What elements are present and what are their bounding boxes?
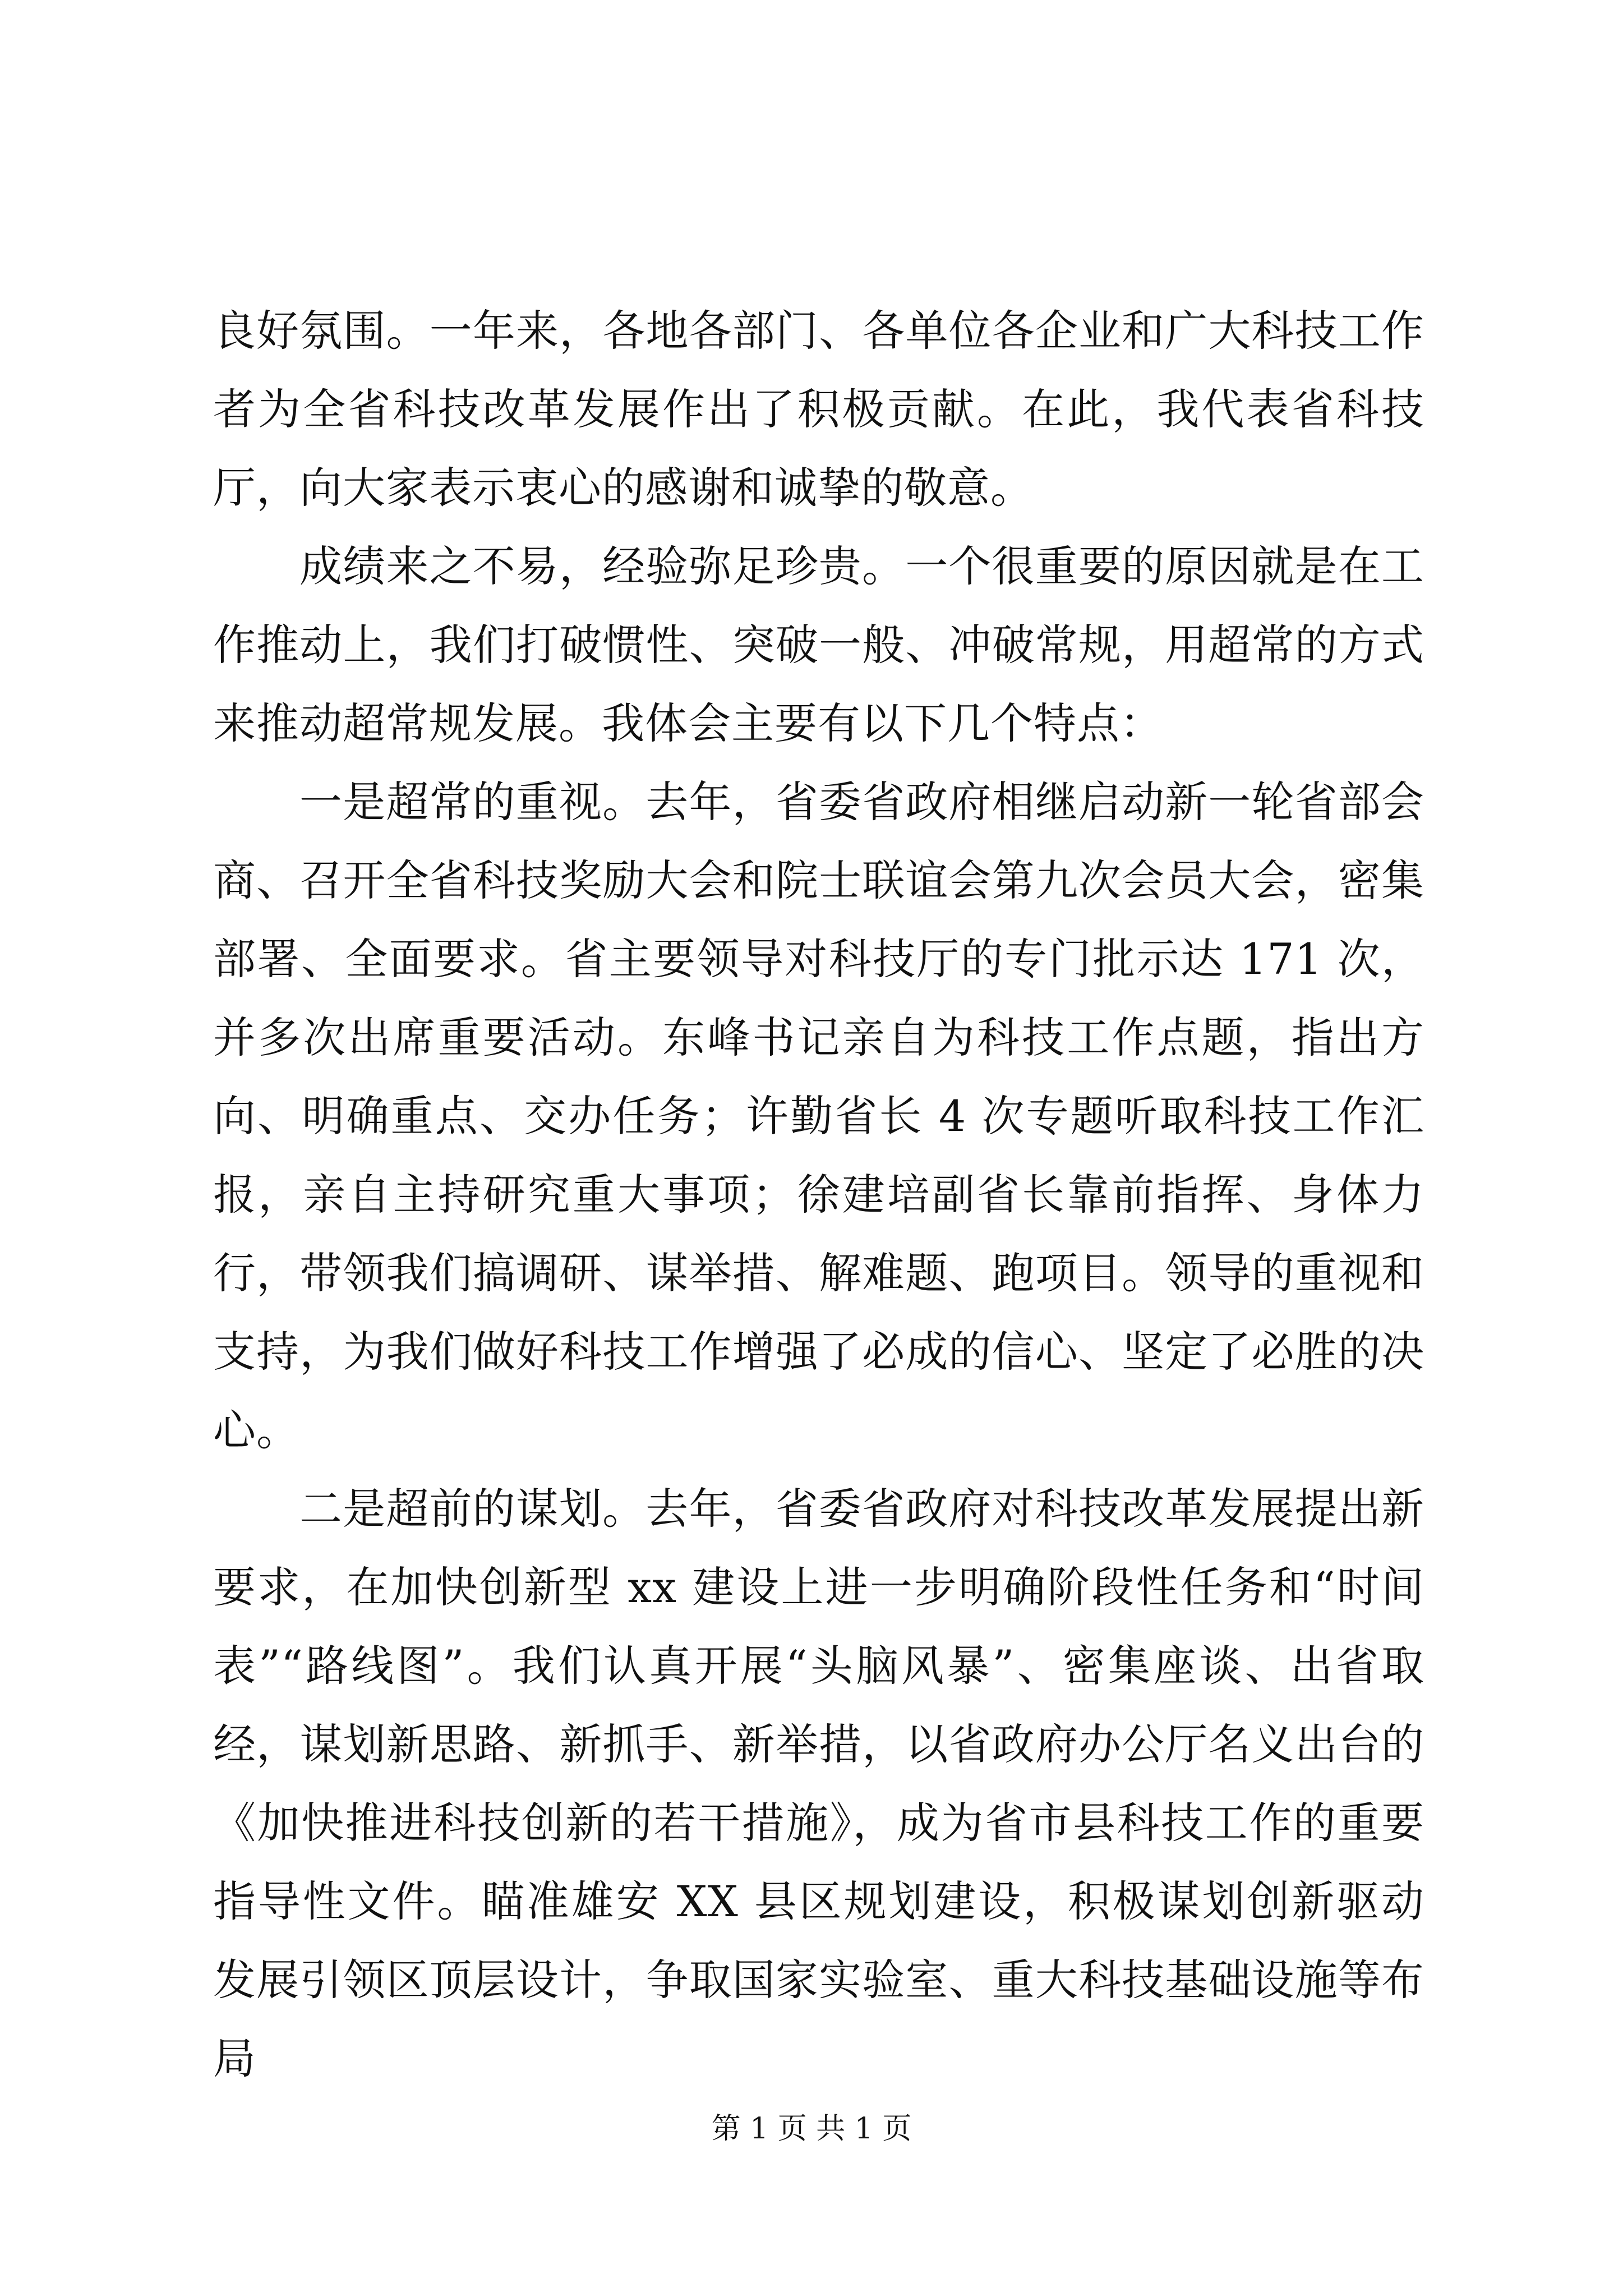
paragraph-1: 良好氛围。一年来，各地各部门、各单位各企业和广大科技工作者为全省科技改革发展作出了积极贡献。在此，我代表省科技厅，向大家表示衷心的感谢和诚挚的敬意。 (213, 306, 1424, 513)
page-footer: 第 1 页 共 1 页 (711, 2112, 912, 2146)
paragraph-2: 成绩来之不易，经验弥足珍贵。一个很重要的原因就是在工作推动上，我们打破惯性、突破一般、冲破常规，用超常的方式来推动超常规发展。我体会主要有以下几个特点： (213, 541, 1424, 748)
paragraph-4: 二是超前的谋划。去年，省委省政府对科技改革发展提出新要求，在加快创新型 xx 建设上进一步明确阶段性任务和“时间表”“路线图”。我们认真开展“头脑风暴”、密集座谈、出省取经，谋划新思路、新抓手、新举措，以省政府办公厅名义出台的《加快推进科技创新的若干措施》，成为省市县科技工作的重要指导性文件。瞄准雄安 XX 县区规划建设，积极谋划创新驱动发展引领区顶层设计，争取国家实验室、重大科技基础设施等布局 (213, 1484, 1424, 2083)
document-body (213, 292, 1424, 2098)
paragraph-3: 一是超常的重视。去年，省委省政府相继启动新一轮省部会商、召开全省科技奖励大会和院士联谊会第九次会员大会，密集部署、全面要求。省主要领导对科技厅的专门批示达 171 次，并多次出席重要活动。东峰书记亲自为科技工作点题，指出方向、明确重点、交办任务；许勤省长 4 次专题听取科技工作汇报，亲自主持研究重大事项；徐建培副省长靠前指挥、身体力行，带领我们搞调研、谋举措、解难题、跑项目。领导的重视和支持，为我们做好科技工作增强了必成的信心、坚定了必胜的决心。 (213, 777, 1424, 1455)
